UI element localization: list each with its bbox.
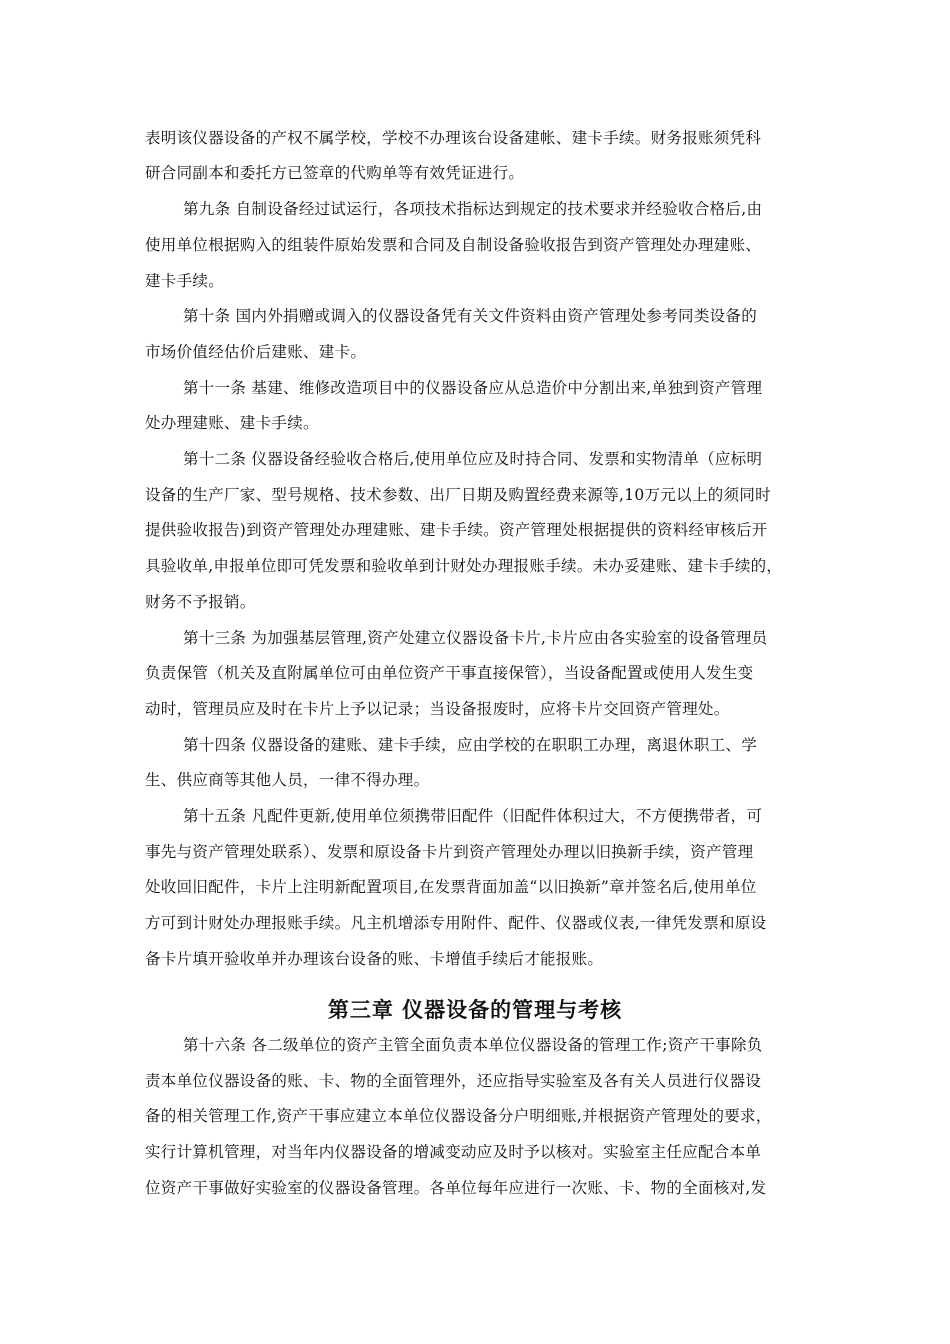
text-line: 动时，管理员应及时在卡片上予以记录；当设备报废时，应将卡片交回资产管理处。 [145, 700, 730, 718]
article-13: 第十三条 为加强基层管理,资产处建立仪器设备卡片,卡片应由各实验室的设备管理员 [183, 629, 768, 647]
text-line: 生、供应商等其他人员，一律不得办理。 [145, 771, 430, 789]
text-line: 市场价值经估价后建账、建卡。 [145, 343, 367, 361]
text-line: 责本单位仪器设备的账、卡、物的全面管理外，还应指导实验室及各有关人员进行仪器设 [145, 1072, 762, 1090]
text-line: 处办理建账、建卡手续。 [145, 414, 319, 432]
text-line: 提供验收报告)到资产管理处办理建账、建卡手续。资产管理处根据提供的资料经审核后开 [145, 521, 768, 539]
article-14: 第十四条 仪器设备的建账、建卡手续，应由学校的在职职工办理，离退休职工、学 [183, 736, 758, 754]
chapter-title: 第三章 仪器设备的管理与考核 [327, 998, 623, 1022]
text-line: 财务不予报销。 [145, 593, 256, 611]
text-line: 使用单位根据购入的组装件原始发票和合同及自制设备验收报告到资产管理处办理建账、 [145, 236, 762, 254]
text-line: 负责保管（机关及直附属单位可由单位资产干事直接保管），当设备配置或使用人发生变 [145, 664, 754, 682]
text-line: 具验收单,申报单位即可凭发票和验收单到计财处办理报账手续。未办妥建账、建卡手续的， [145, 557, 783, 575]
article-10: 第十条 国内外捐赠或调入的仪器设备凭有关文件资料由资产管理处参考同类设备的 [183, 307, 758, 325]
text-line: 建卡手续。 [145, 272, 225, 290]
text-line: 处收回旧配件，卡片上注明新配置项目,在发票背面加盖“以旧换新”章并签名后,使用单位 [145, 878, 757, 896]
text-line: 设备的生产厂家、型号规格、技术参数、出厂日期及购置经费来源等,10万元以上的须同时 [145, 486, 771, 504]
text-line: 方可到计财处办理报账手续。凡主机增添专用附件、配件、仪器或仪表,一律凭发票和原设 [145, 914, 767, 932]
text-line: 表明该仪器设备的产权不属学校，学校不办理该台设备建帐、建卡手续。财务报账须凭科 [145, 129, 762, 147]
article-9: 第九条 自制设备经过试运行，各项技术指标达到规定的技术要求并经验收合格后,由 [183, 200, 763, 218]
text-line: 事先与资产管理处联系）、发票和原设备卡片到资产管理处办理以旧换新手续，资产管理 [145, 843, 754, 861]
article-12: 第十二条 仪器设备经验收合格后,使用单位应及时持合同、发票和实物清单（应标明 [183, 450, 763, 468]
text-line: 备的相关管理工作,资产干事应建立本单位仪器设备分户明细账,并根据资产管理处的要求， [145, 1107, 772, 1125]
article-15: 第十五条 凡配件更新,使用单位须携带旧配件（旧配件体积过大，不方便携带者，可 [183, 807, 763, 825]
article-11: 第十一条 基建、维修改造项目中的仪器设备应从总造价中分割出来,单独到资产管理 [183, 379, 763, 397]
text-line: 实行计算机管理，对当年内仪器设备的增减变动应及时予以核对。实验室主任应配合本单 [145, 1143, 762, 1161]
article-16: 第十六条 各二级单位的资产主管全面负责本单位仪器设备的管理工作;资产干事除负 [183, 1036, 763, 1054]
text-line: 备卡片填开验收单并办理该台设备的账、卡增值手续后才能报账。 [145, 950, 604, 968]
text-line: 位资产干事做好实验室的仪器设备管理。各单位每年应进行一次账、卡、物的全面核对,发 [145, 1179, 767, 1197]
text-line: 研合同副本和委托方已签章的代购单等有效凭证进行。 [145, 164, 525, 182]
